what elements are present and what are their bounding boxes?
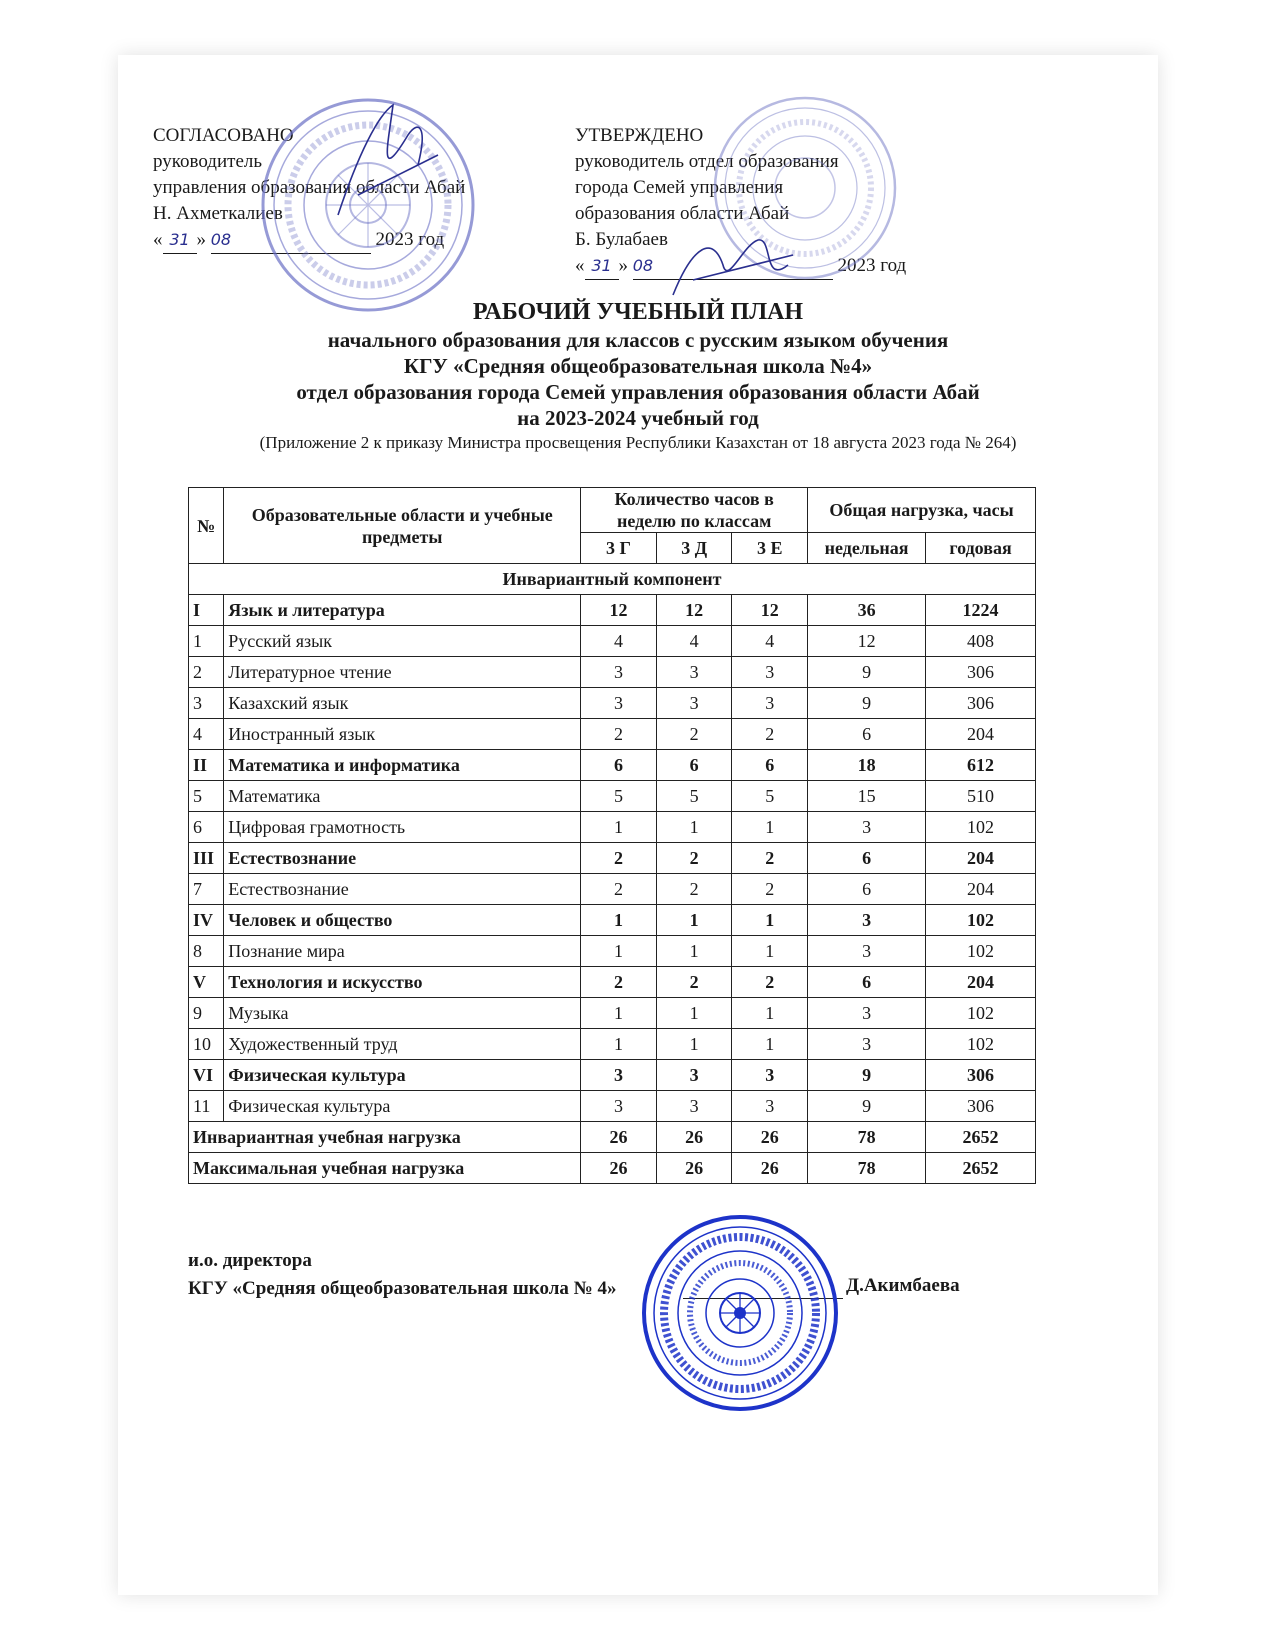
hours-cell: 3 bbox=[732, 1060, 808, 1091]
hours-cell: 102 bbox=[926, 936, 1036, 967]
hours-cell: 5 bbox=[732, 781, 808, 812]
header-subject: Образовательные области и учебные предметы bbox=[224, 488, 581, 564]
row-number: IV bbox=[189, 905, 224, 936]
hours-cell: 3 bbox=[732, 1091, 808, 1122]
hours-cell: 4 bbox=[656, 626, 732, 657]
row-number: 2 bbox=[189, 657, 224, 688]
hours-cell: 1 bbox=[732, 998, 808, 1029]
hours-cell: 204 bbox=[926, 719, 1036, 750]
total-cell: 26 bbox=[656, 1153, 732, 1184]
director-role: и.о. директора bbox=[188, 1250, 312, 1271]
hours-cell: 2 bbox=[656, 719, 732, 750]
hours-cell: 306 bbox=[926, 688, 1036, 719]
hours-cell: 1 bbox=[656, 998, 732, 1029]
total-label: Максимальная учебная нагрузка bbox=[189, 1153, 581, 1184]
subject-name: Русский язык bbox=[224, 626, 581, 657]
hours-cell: 204 bbox=[926, 967, 1036, 998]
hours-cell: 9 bbox=[808, 1060, 926, 1091]
hours-cell: 1 bbox=[656, 905, 732, 936]
hours-cell: 2 bbox=[581, 719, 657, 750]
row-number: 6 bbox=[189, 812, 224, 843]
title-main: РАБОЧИЙ УЧЕБНЫЙ ПЛАН bbox=[472, 299, 804, 325]
hours-cell: 18 bbox=[808, 750, 926, 781]
hours-cell: 102 bbox=[926, 998, 1036, 1029]
header-class: 3 Д bbox=[656, 533, 732, 564]
date-day: 31 bbox=[163, 227, 197, 254]
approval-line: Н. Ахметкалиев bbox=[153, 203, 283, 224]
approval-heading: СОГЛАСОВАНО bbox=[153, 125, 294, 146]
row-number: 7 bbox=[189, 874, 224, 905]
approval-line: образования области Абай bbox=[575, 203, 790, 224]
hours-cell: 9 bbox=[808, 1091, 926, 1122]
hours-cell: 5 bbox=[581, 781, 657, 812]
hours-cell: 1 bbox=[581, 1029, 657, 1060]
hours-cell: 3 bbox=[808, 1029, 926, 1060]
total-cell: 2652 bbox=[926, 1153, 1036, 1184]
hours-cell: 2 bbox=[732, 967, 808, 998]
school-seal bbox=[640, 1213, 840, 1413]
total-cell: 78 bbox=[808, 1153, 926, 1184]
approval-line: руководитель отдел образования bbox=[575, 151, 839, 172]
hours-cell: 6 bbox=[808, 843, 926, 874]
date-month: 08 bbox=[211, 227, 371, 254]
hours-cell: 2 bbox=[581, 843, 657, 874]
table-row bbox=[189, 595, 1036, 626]
hours-cell: 1 bbox=[732, 812, 808, 843]
hours-cell: 3 bbox=[808, 998, 926, 1029]
hours-cell: 2 bbox=[581, 967, 657, 998]
hours-cell: 1 bbox=[581, 905, 657, 936]
approval-date: « 31 » 08 2023 год bbox=[575, 253, 906, 280]
title-note: (Приложение 2 к приказу Министра просвещения Республики Казахстан от 18 августа 2023 года № 264) bbox=[259, 433, 1017, 452]
header-class: 3 Г bbox=[581, 533, 657, 564]
hours-cell: 12 bbox=[732, 595, 808, 626]
table-row bbox=[189, 874, 1036, 905]
subject-name: Физическая культура bbox=[224, 1060, 581, 1091]
subject-name: Музыка bbox=[224, 998, 581, 1029]
title-line: КГУ «Средняя общеобразовательная школа №4» bbox=[403, 354, 873, 378]
row-number: VI bbox=[189, 1060, 224, 1091]
row-number: 1 bbox=[189, 626, 224, 657]
row-number: 5 bbox=[189, 781, 224, 812]
date-day: 31 bbox=[585, 253, 619, 280]
total-cell: 26 bbox=[732, 1122, 808, 1153]
total-cell: 26 bbox=[656, 1122, 732, 1153]
subject-name: Цифровая грамотность bbox=[224, 812, 581, 843]
table-row bbox=[189, 719, 1036, 750]
hours-cell: 4 bbox=[732, 626, 808, 657]
hours-cell: 4 bbox=[581, 626, 657, 657]
row-number: 11 bbox=[189, 1091, 224, 1122]
total-row bbox=[189, 1122, 1036, 1153]
table-row bbox=[189, 688, 1036, 719]
document-title bbox=[118, 297, 1158, 455]
hours-cell: 1 bbox=[581, 998, 657, 1029]
total-cell: 78 bbox=[808, 1122, 926, 1153]
hours-cell: 3 bbox=[581, 1091, 657, 1122]
subject-name: Язык и литература bbox=[224, 595, 581, 626]
subject-name: Иностранный язык bbox=[224, 719, 581, 750]
hours-cell: 3 bbox=[808, 936, 926, 967]
hours-cell: 204 bbox=[926, 843, 1036, 874]
document-page bbox=[118, 55, 1158, 1595]
hours-cell: 2 bbox=[581, 874, 657, 905]
hours-cell: 306 bbox=[926, 657, 1036, 688]
table-row bbox=[189, 812, 1036, 843]
hours-cell: 3 bbox=[808, 905, 926, 936]
table-row bbox=[189, 1060, 1036, 1091]
title-line: отдел образования города Семей управления образования области Абай bbox=[296, 380, 980, 404]
section-row bbox=[189, 564, 1036, 595]
hours-cell: 6 bbox=[808, 967, 926, 998]
header-class: 3 Е bbox=[732, 533, 808, 564]
hours-cell: 1 bbox=[732, 905, 808, 936]
hours-cell: 3 bbox=[732, 688, 808, 719]
subject-name: Технология и искусство bbox=[224, 967, 581, 998]
row-number: II bbox=[189, 750, 224, 781]
header-weekly: недельная bbox=[808, 533, 926, 564]
hours-cell: 3 bbox=[656, 1091, 732, 1122]
table-row bbox=[189, 843, 1036, 874]
approval-line: руководитель bbox=[153, 151, 263, 172]
director-org: КГУ «Средняя общеобразовательная школа № 4» bbox=[188, 1278, 617, 1299]
hours-cell: 6 bbox=[581, 750, 657, 781]
hours-cell: 12 bbox=[808, 626, 926, 657]
hours-cell: 3 bbox=[732, 657, 808, 688]
hours-cell: 510 bbox=[926, 781, 1036, 812]
header-total-load: Общая нагрузка, часы bbox=[808, 488, 1036, 533]
hours-cell: 306 bbox=[926, 1091, 1036, 1122]
total-label: Инвариантная учебная нагрузка bbox=[189, 1122, 581, 1153]
hours-cell: 6 bbox=[732, 750, 808, 781]
date-year: 2023 год bbox=[375, 229, 445, 250]
row-number: 3 bbox=[189, 688, 224, 719]
hours-cell: 306 bbox=[926, 1060, 1036, 1091]
hours-cell: 2 bbox=[656, 967, 732, 998]
hours-cell: 6 bbox=[808, 874, 926, 905]
subject-name: Математика и информатика bbox=[224, 750, 581, 781]
subject-name: Естествознание bbox=[224, 843, 581, 874]
total-cell: 2652 bbox=[926, 1122, 1036, 1153]
hours-cell: 9 bbox=[808, 688, 926, 719]
hours-cell: 3 bbox=[581, 657, 657, 688]
table-row bbox=[189, 998, 1036, 1029]
approval-line: управления образования области Абай bbox=[153, 177, 466, 198]
subject-name: Познание мира bbox=[224, 936, 581, 967]
table-row bbox=[189, 1091, 1036, 1122]
hours-cell: 1 bbox=[581, 812, 657, 843]
date-year: 2023 год bbox=[837, 255, 907, 276]
row-number: 4 bbox=[189, 719, 224, 750]
hours-cell: 1 bbox=[656, 1029, 732, 1060]
date-month: 08 bbox=[633, 253, 833, 280]
total-row bbox=[189, 1153, 1036, 1184]
hours-cell: 2 bbox=[732, 719, 808, 750]
subject-name: Математика bbox=[224, 781, 581, 812]
hours-cell: 102 bbox=[926, 1029, 1036, 1060]
approval-line: Б. Булабаев bbox=[575, 229, 668, 250]
hours-cell: 1 bbox=[732, 936, 808, 967]
hours-cell: 1224 bbox=[926, 595, 1036, 626]
hours-cell: 3 bbox=[656, 1060, 732, 1091]
table-row bbox=[189, 967, 1036, 998]
director-name: Д.Акимбаева bbox=[846, 1275, 960, 1296]
approval-line: города Семей управления bbox=[575, 177, 784, 198]
hours-cell: 9 bbox=[808, 657, 926, 688]
hours-cell: 3 bbox=[656, 657, 732, 688]
table-row bbox=[189, 657, 1036, 688]
curriculum-table bbox=[188, 487, 1036, 1184]
row-number: 9 bbox=[189, 998, 224, 1029]
table-row bbox=[189, 1029, 1036, 1060]
hours-cell: 612 bbox=[926, 750, 1036, 781]
hours-cell: 408 bbox=[926, 626, 1036, 657]
subject-name: Литературное чтение bbox=[224, 657, 581, 688]
hours-cell: 1 bbox=[656, 812, 732, 843]
table-row bbox=[189, 905, 1036, 936]
hours-cell: 2 bbox=[656, 843, 732, 874]
title-line: на 2023-2024 учебный год bbox=[517, 406, 759, 430]
hours-cell: 6 bbox=[656, 750, 732, 781]
hours-cell: 15 bbox=[808, 781, 926, 812]
hours-cell: 5 bbox=[656, 781, 732, 812]
hours-cell: 12 bbox=[656, 595, 732, 626]
subject-name: Человек и общество bbox=[224, 905, 581, 936]
total-cell: 26 bbox=[732, 1153, 808, 1184]
title-line: начального образования для классов с русским языком обучения bbox=[327, 328, 949, 352]
header-num: № bbox=[189, 488, 224, 564]
signature-left bbox=[318, 95, 458, 235]
hours-cell: 3 bbox=[808, 812, 926, 843]
header-hours-per-week: Количество часов в неделю по классам bbox=[581, 488, 808, 533]
hours-cell: 2 bbox=[656, 874, 732, 905]
row-number: 8 bbox=[189, 936, 224, 967]
hours-cell: 102 bbox=[926, 812, 1036, 843]
row-number: 10 bbox=[189, 1029, 224, 1060]
hours-cell: 1 bbox=[732, 1029, 808, 1060]
subject-name: Естествознание bbox=[224, 874, 581, 905]
row-number: III bbox=[189, 843, 224, 874]
signature-block bbox=[188, 1247, 616, 1303]
hours-cell: 2 bbox=[732, 843, 808, 874]
section-label: Инвариантный компонент bbox=[189, 564, 1036, 595]
approval-date: « 31 » 08 2023 год bbox=[153, 227, 465, 254]
hours-cell: 36 bbox=[808, 595, 926, 626]
subject-name: Казахский язык bbox=[224, 688, 581, 719]
table-row bbox=[189, 750, 1036, 781]
header-yearly: годовая bbox=[926, 533, 1036, 564]
hours-cell: 102 bbox=[926, 905, 1036, 936]
approval-heading: УТВЕРЖДЕНО bbox=[575, 125, 704, 146]
hours-cell: 1 bbox=[581, 936, 657, 967]
row-number: I bbox=[189, 595, 224, 626]
hours-cell: 204 bbox=[926, 874, 1036, 905]
subject-name: Художественный труд bbox=[224, 1029, 581, 1060]
hours-cell: 1 bbox=[656, 936, 732, 967]
total-cell: 26 bbox=[581, 1153, 657, 1184]
table-row bbox=[189, 781, 1036, 812]
row-number: V bbox=[189, 967, 224, 998]
subject-name: Физическая культура bbox=[224, 1091, 581, 1122]
hours-cell: 6 bbox=[808, 719, 926, 750]
hours-cell: 2 bbox=[732, 874, 808, 905]
hours-cell: 3 bbox=[581, 1060, 657, 1091]
hours-cell: 3 bbox=[581, 688, 657, 719]
total-cell: 26 bbox=[581, 1122, 657, 1153]
hours-cell: 12 bbox=[581, 595, 657, 626]
hours-cell: 3 bbox=[656, 688, 732, 719]
table-row bbox=[189, 626, 1036, 657]
table-row bbox=[189, 936, 1036, 967]
